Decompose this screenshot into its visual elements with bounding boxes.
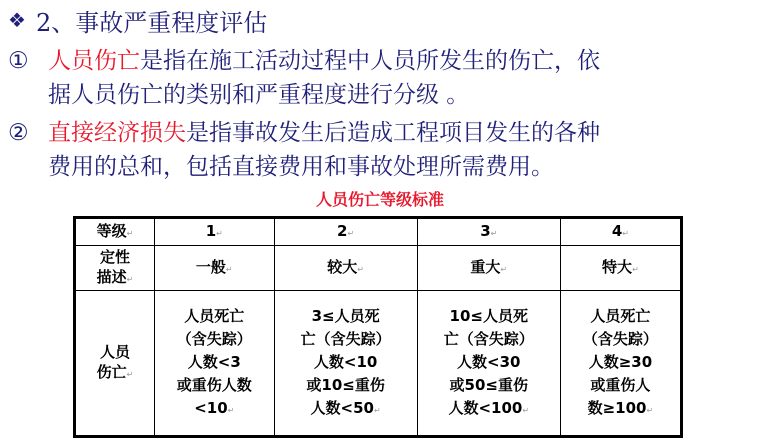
definition-text-cont: 据人员伤亡的类别和严重程度进行分级 。 [48, 82, 470, 108]
casualty-cell: 人员死亡 （含失踪） 人数≥30 或重伤人 数≥100↵ [560, 291, 681, 437]
qual-cell: 特大↵ [560, 246, 681, 291]
section-heading [8, 4, 267, 36]
qual-cell: 重大↵ [417, 246, 560, 291]
table-row-levels [75, 218, 682, 246]
definition-text: 是指事故发生后造成工程项目发生的各种 [186, 120, 600, 146]
casualty-cell: 人员死亡 （含失踪） 人数<3 或重伤人数 <10↵ [155, 291, 275, 437]
table-title: 人员伤亡等级标准 [315, 190, 444, 209]
casualty-label-cell: 人员 伤亡↵ [75, 291, 155, 437]
definition-text: 是指在施工活动过程中人员所发生的伤亡，依 [140, 48, 600, 74]
qual-label-cell: 定性 描述↵ [75, 246, 155, 291]
paragraph-casualty [8, 44, 753, 112]
section-title: 2、事故严重程度评估 [35, 8, 268, 37]
qual-cell: 一般↵ [155, 246, 275, 291]
term-highlight: 直接经济损失 [48, 120, 186, 146]
level-header-cell: 等级↵ [75, 218, 155, 246]
casualty-grade-table [73, 216, 683, 438]
casualty-cell: 3≤人员死 亡（含失踪） 人数<10 或10≤重伤 人数<50↵ [274, 291, 417, 437]
diamond-bullet-icon: ❖ [8, 8, 26, 32]
level-cell: 1↵ [155, 218, 275, 246]
casualty-cell: 10≤人员死 亡（含失踪） 人数<30 或50≤重伤 人数<100↵ [417, 291, 560, 437]
table-row-casualty [75, 291, 682, 437]
table-row-qualitative [75, 246, 682, 291]
level-cell: 3↵ [417, 218, 560, 246]
term-highlight: 人员伤亡 [48, 48, 140, 74]
level-cell: 2↵ [274, 218, 417, 246]
level-cell: 4↵ [560, 218, 681, 246]
definition-text-cont: 费用的总和，包括直接费用和事故处理所需费用。 [48, 154, 554, 180]
item-number: ② [8, 120, 29, 146]
qual-cell: 较大↵ [274, 246, 417, 291]
paragraph-economic-loss [8, 116, 753, 184]
item-number: ① [8, 48, 29, 74]
